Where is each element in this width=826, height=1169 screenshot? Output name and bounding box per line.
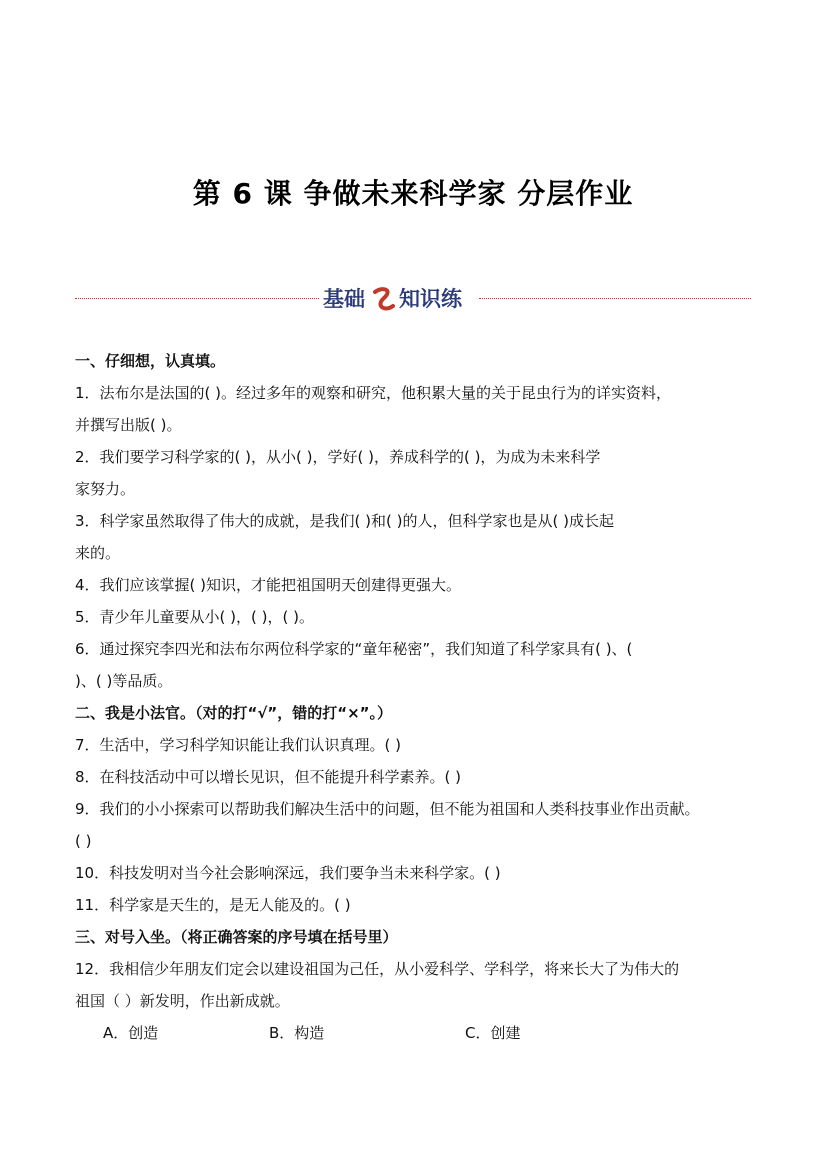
question-5: 5．青少年儿童要从小( )，( )，( )。 (75, 608, 314, 626)
option-a: A．创造 (103, 1024, 159, 1042)
banner-divider-right (479, 298, 751, 299)
question-1-line-2: 并撰写出版( )。 (75, 416, 182, 434)
question-2-line-1: 2．我们要学习科学家的( )，从小( )，学好( )，养成科学的( )，为成为未来科学 (75, 448, 601, 466)
question-4: 4．我们应该掌握( )知识，才能把祖国明天创建得更强大。 (75, 576, 462, 594)
question-11: 11．科学家是天生的，是无人能及的。( ) (75, 896, 351, 914)
worksheet-content (75, 345, 765, 1049)
banner-right-word: 知识练 (399, 287, 462, 311)
banner-divider-left (75, 298, 319, 299)
question-12-options (75, 1017, 765, 1049)
option-b: B．构造 (269, 1024, 325, 1042)
page-title: 第 6 课 争做未来科学家 分层作业 (192, 177, 634, 210)
option-c: C．创建 (465, 1024, 521, 1042)
section-heading-judge: 二、我是小法官。（对的打“√”，错的打“×”。） (75, 704, 393, 722)
question-9-line-2: ( ) (75, 832, 92, 850)
question-6-line-2: )、( )等品质。 (75, 672, 173, 690)
section-banner (75, 284, 751, 314)
section-heading-fill: 一、仔细想，认真填。 (75, 352, 226, 370)
question-1-line-1: 1．法布尔是法国的( )。经过多年的观察和研究，他积累大量的关于昆虫行为的详实资料， (75, 384, 672, 402)
question-2-line-2: 家努力。 (75, 480, 136, 498)
question-8: 8．在科技活动中可以增长见识，但不能提升科学素养。( ) (75, 768, 462, 786)
question-10: 10．科技发明对当今社会影响深远，我们要争当未来科学家。( ) (75, 864, 501, 882)
question-9-line-1: 9．我们的小小探索可以帮助我们解决生活中的问题，但不能为祖国和人类科技事业作出贡献。 (75, 800, 700, 818)
banner-left-word: 基础 (323, 287, 365, 311)
question-12-line-2: 祖国（ ）新发明，作出新成就。 (75, 992, 290, 1010)
question-3-line-2: 来的。 (75, 544, 121, 562)
question-12-line-1: 12．我相信少年朋友们定会以建设祖国为己任，从小爱科学、学科学，将来长大了为伟大的 (75, 960, 680, 978)
question-6-line-1: 6．通过探究李四光和法布尔两位科学家的“童年秘密”，我们知道了科学家具有( )、( (75, 640, 633, 658)
swirl-icon (371, 286, 397, 312)
section-heading-choice: 三、对号入坐。（将正确答案的序号填在括号里） (75, 928, 398, 946)
question-7: 7．生活中，学习科学知识能让我们认识真理。( ) (75, 736, 402, 754)
question-3-line-1: 3．科学家虽然取得了伟大的成就，是我们( )和( )的人，但科学家也是从( )成长起 (75, 512, 614, 530)
